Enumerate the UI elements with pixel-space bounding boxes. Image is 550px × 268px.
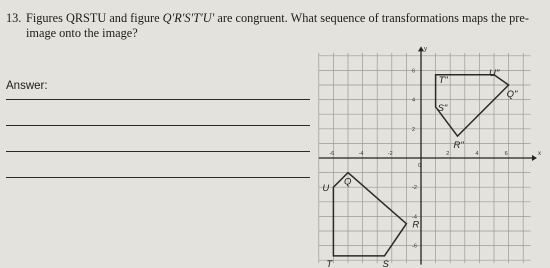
preimage-vertex-r: R [412,219,420,231]
coordinate-graph [319,46,541,268]
answer-line-2[interactable] [6,125,310,126]
question-text-start: Figures QRSTU and figure [26,11,160,25]
x-tick-label: -6 [329,151,335,157]
answer-line-4[interactable] [6,177,310,178]
y-tick-label: -4 [412,214,417,221]
answer-line-1[interactable] [6,99,310,100]
x-axis-label: x [537,151,541,157]
answer-line-3[interactable] [6,151,310,152]
x-tick-label: 4 [475,151,479,157]
y-tick-label: -6 [412,243,417,250]
x-tick-label: -4 [358,151,364,157]
question-text-end: are congruent. What sequence of transformations maps the pre-image onto the image? [26,11,529,40]
question-number: 13. [6,11,22,25]
preimage-vertex-t: T [326,258,333,268]
image-vertex-u: U" [489,67,500,79]
x-tick-label: -2 [387,151,393,157]
preimage-vertex-s: S [382,258,389,268]
x-tick-label: 2 [446,151,450,157]
image-vertex-t: T" [438,74,448,86]
question-notation: Q′R′S′T′U′ [162,11,215,25]
y-tick-label: 6 [412,68,416,75]
preimage-vertex-q: Q [344,176,352,188]
x-tick-label: 0 [418,163,422,169]
y-axis-label: y [424,46,427,53]
x-axis-arrow [532,155,537,161]
answer-label: Answer: [6,80,48,92]
y-tick-label: 4 [412,97,416,104]
question-text [26,11,546,41]
preimage-vertex-u: U [322,183,330,195]
image-vertex-q: Q" [506,89,518,100]
image-vertex-r: R" [453,140,464,152]
image-vertex-s: S" [437,102,448,114]
y-tick-label: 2 [412,126,416,133]
x-tick-label: 6 [504,151,508,157]
y-tick-label: -2 [412,185,417,192]
